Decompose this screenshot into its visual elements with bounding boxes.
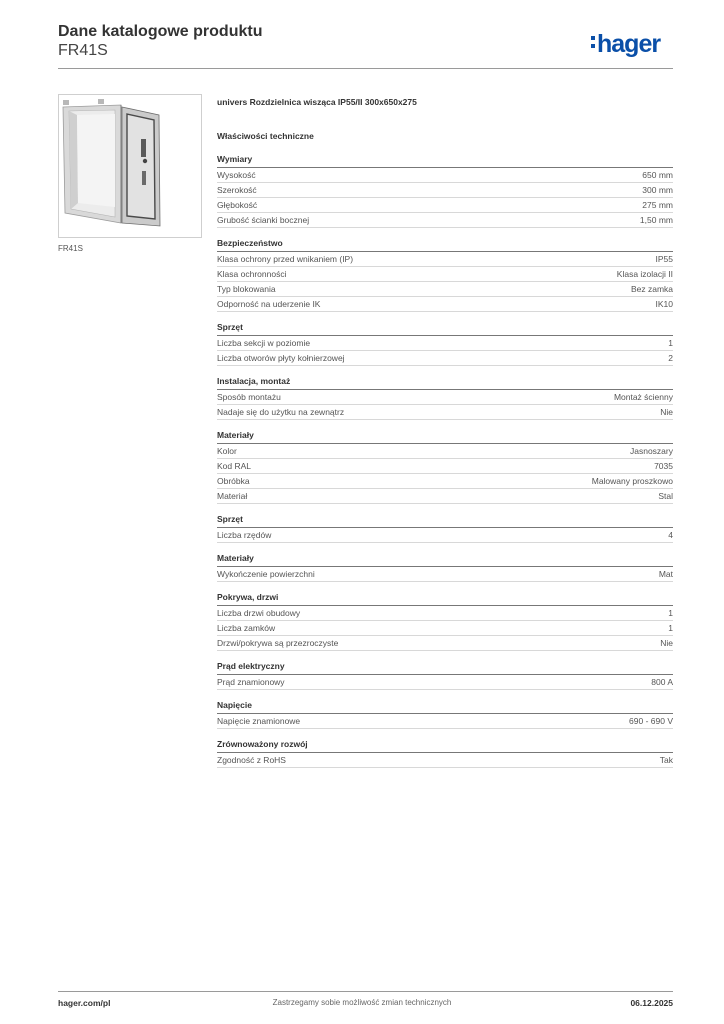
spec-group-title: Bezpieczeństwo	[217, 238, 673, 252]
spec-group	[217, 154, 673, 228]
spec-value: 1	[668, 338, 673, 348]
spec-value: 1	[668, 623, 673, 633]
spec-value: Mat	[658, 569, 673, 579]
spec-label: Napięcie znamionowe	[217, 716, 301, 726]
spec-value: IP55	[655, 254, 673, 264]
spec-value: 1	[668, 608, 673, 618]
spec-row	[217, 168, 673, 183]
spec-group-title: Wymiary	[217, 154, 673, 168]
spec-group	[217, 514, 673, 543]
spec-group	[217, 739, 673, 768]
spec-label: Głębokość	[217, 200, 258, 210]
spec-value: 7035	[654, 461, 673, 471]
spec-label: Odporność na uderzenie IK	[217, 299, 321, 309]
spec-label: Szerokość	[217, 185, 257, 195]
spec-group	[217, 700, 673, 729]
spec-value: Montaż ścienny	[613, 392, 673, 402]
spec-group-title: Instalacja, montaż	[217, 376, 673, 390]
footer-website-link[interactable]: hager.com/pl	[58, 998, 111, 1008]
spec-row	[217, 267, 673, 282]
logo-wordmark: hager	[597, 30, 661, 58]
spec-row	[217, 753, 673, 768]
spec-label: Kod RAL	[217, 461, 252, 471]
spec-row	[217, 621, 673, 636]
spec-groups	[217, 154, 673, 768]
spec-value: Klasa izolacji II	[616, 269, 673, 279]
spec-group	[217, 322, 673, 366]
spec-group-title: Zrównoważony rozwój	[217, 739, 673, 753]
spec-row	[217, 213, 673, 228]
product-image-caption: FR41S	[58, 244, 83, 253]
spec-row	[217, 489, 673, 504]
logo-dots-icon	[591, 36, 595, 48]
spec-group	[217, 553, 673, 582]
spec-group	[217, 430, 673, 504]
product-code: FR41S	[58, 42, 108, 59]
spec-group-title: Materiały	[217, 430, 673, 444]
spec-group-title: Napięcie	[217, 700, 673, 714]
spec-label: Liczba rzędów	[217, 530, 272, 540]
product-image	[58, 94, 202, 238]
spec-label: Grubość ścianki bocznej	[217, 215, 310, 225]
spec-group	[217, 592, 673, 651]
spec-value: Malowany proszkowo	[591, 476, 673, 486]
spec-group-title: Sprzęt	[217, 322, 673, 336]
spec-group	[217, 376, 673, 420]
spec-group-title: Materiały	[217, 553, 673, 567]
spec-value: Nie	[660, 638, 673, 648]
spec-value: 1,50 mm	[639, 215, 673, 225]
page-title: Dane katalogowe produktu	[58, 23, 263, 40]
spec-row	[217, 405, 673, 420]
spec-row	[217, 636, 673, 651]
spec-label: Liczba drzwi obudowy	[217, 608, 301, 618]
spec-row	[217, 444, 673, 459]
spec-label: Liczba otworów płyty kołnierzowej	[217, 353, 345, 363]
spec-label: Zgodność z RoHS	[217, 755, 286, 765]
spec-row	[217, 336, 673, 351]
spec-label: Liczba sekcji w poziomie	[217, 338, 311, 348]
spec-label: Klasa ochrony przed wnikaniem (IP)	[217, 254, 354, 264]
spec-row	[217, 567, 673, 582]
spec-label: Kolor	[217, 446, 237, 456]
spec-value: Nie	[660, 407, 673, 417]
spec-value: Bez zamka	[630, 284, 673, 294]
spec-row	[217, 252, 673, 267]
spec-label: Sposób montażu	[217, 392, 281, 402]
spec-label: Liczba zamków	[217, 623, 276, 633]
spec-value: Tak	[659, 755, 673, 765]
product-description: univers Rozdzielnica wisząca IP55/II 300x650x275	[217, 97, 417, 107]
spec-label: Wysokość	[217, 170, 256, 180]
spec-row	[217, 351, 673, 366]
spec-label: Nadaje się do użytku na zewnątrz	[217, 407, 345, 417]
spec-value: Stal	[658, 491, 673, 501]
spec-group-title: Prąd elektryczny	[217, 661, 673, 675]
spec-group-title: Sprzęt	[217, 514, 673, 528]
spec-group-title: Pokrywa, drzwi	[217, 592, 673, 606]
spec-row	[217, 606, 673, 621]
spec-row	[217, 390, 673, 405]
spec-value: 800 A	[651, 677, 673, 687]
footer-date: 06.12.2025	[630, 998, 673, 1008]
spec-row	[217, 459, 673, 474]
spec-value: 650 mm	[642, 170, 673, 180]
spec-group	[217, 238, 673, 312]
enclosure-icon	[59, 95, 201, 237]
spec-row	[217, 297, 673, 312]
page-header	[58, 22, 262, 60]
spec-row	[217, 183, 673, 198]
spec-label: Materiał	[217, 491, 248, 501]
spec-value: 690 - 690 V	[629, 716, 673, 726]
header-divider	[58, 68, 673, 69]
spec-row	[217, 198, 673, 213]
product-specs	[217, 96, 673, 778]
spec-row	[217, 282, 673, 297]
spec-value: Jasnoszary	[630, 446, 673, 456]
spec-label: Typ blokowania	[217, 284, 276, 294]
spec-row	[217, 714, 673, 729]
spec-row	[217, 528, 673, 543]
technical-properties-heading: Właściwości techniczne	[217, 131, 314, 141]
hager-logo	[591, 26, 673, 62]
spec-row	[217, 675, 673, 690]
spec-label: Drzwi/pokrywa są przezroczyste	[217, 638, 339, 648]
spec-group	[217, 661, 673, 690]
spec-label: Klasa ochronności	[217, 269, 287, 279]
spec-value: 2	[668, 353, 673, 363]
footer-disclaimer: Zastrzegamy sobie możliwość zmian technicznych	[272, 998, 452, 1007]
footer-divider	[58, 991, 673, 992]
spec-value: 4	[668, 530, 673, 540]
spec-row	[217, 474, 673, 489]
spec-label: Wykończenie powierzchni	[217, 569, 315, 579]
spec-value: 300 mm	[642, 185, 673, 195]
spec-value: IK10	[655, 299, 673, 309]
spec-value: 275 mm	[642, 200, 673, 210]
spec-label: Obróbka	[217, 476, 250, 486]
spec-label: Prąd znamionowy	[217, 677, 285, 687]
